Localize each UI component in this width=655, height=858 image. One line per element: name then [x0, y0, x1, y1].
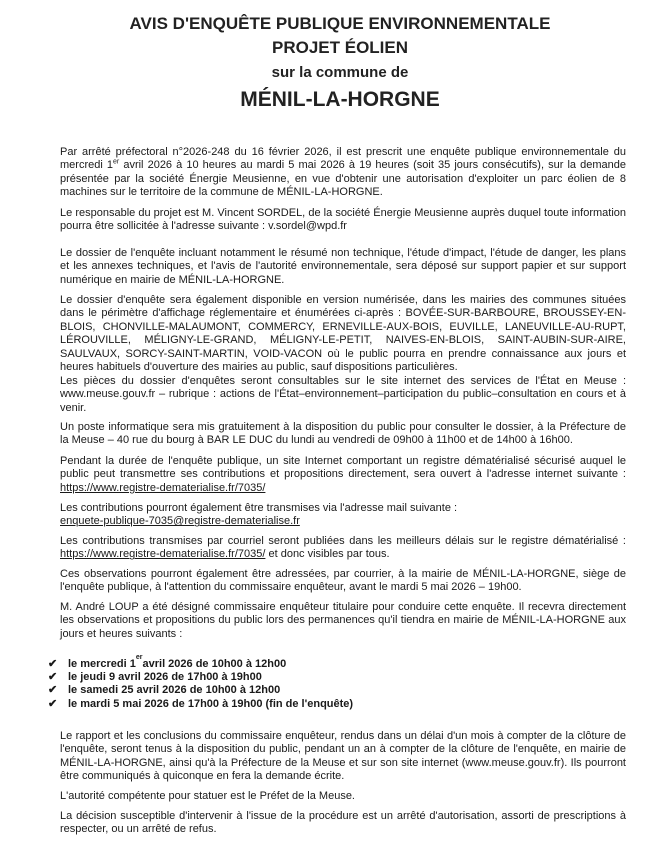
list-item: [48, 671, 353, 684]
paragraph-dossier: Le dossier de l'enquête incluant notamment le résumé non technique, l'étude d'impact, l'étude de danger, les plans et les annexes techniques, et l'avis de l'autorité environnementale, sera déposé sur support papier et sur support numérique en mairie de MÉNIL-LA-HORGNE.: [60, 247, 626, 286]
text: avril 2026 de 10h00 à 12h00: [142, 658, 287, 670]
text: le samedi 25 avril 2026 de 10h00 à 12h00: [68, 684, 281, 697]
paragraph-responsable: Le responsable du projet est M. Vincent SORDEL, de la société Énergie Meusienne auprès duquel toute information pourra être sollicitée à l'adresse suivante : v.sordel@wpd.fr: [60, 207, 626, 233]
superscript: er: [113, 158, 120, 166]
check-icon: ✔: [48, 658, 58, 670]
project-title: PROJET ÉOLIEN: [271, 38, 409, 57]
paragraph-observations: Ces observations pourront également être adressées, par courrier, à la mairie de MÉNIL-LA-HORGNE, siège de l'enquête publique, à l'attention du commissaire enquêteur, avant le mardi 5 mai 2026 – 19h00.: [60, 568, 626, 594]
text: le jeudi 9 avril 2026 de 17h00 à 19h00: [68, 671, 262, 684]
paragraph-mail: [60, 502, 626, 529]
list-item: [48, 654, 353, 671]
paragraph-rapport: Le rapport et les conclusions du commissaire enquêteur, rendus dans un délai d'un mois à compter de la clôture de l'enquête, seront tenus à la disposition du public, pendant un an à compter de la clôture de l'enquête, en mairie de MÉNIL-LA-HORGNE, ainsi qu'à la Préfecture de la Meuse et sur son site internet (www.meuse.gouv.fr). Ils pourront être communiqués à quiconque en fera la demande écrite.: [60, 730, 626, 783]
text: avril 2026 à 10 heures au mardi 5 mai 2026 à 19 heures (soit 35 jours consécutifs), sur la demande présentée par la société Énergie Meusienne, en vue d'obtenir une autorisation d'exploiter un parc éolien de 8 machines sur le territoire de la commune de MÉNIL-LA-HORGNE.: [60, 159, 626, 199]
permanences-list: [48, 654, 354, 711]
text: Pendant la durée de l'enquête publique, un site Internet comportant un registre dématérialisé sécurisé auquel le public peut transmettre ses contributions et propositions directement, sera ouvert à l'adresse internet suivante :: [60, 455, 626, 481]
paragraph-registre: [60, 455, 626, 495]
registre-link[interactable]: https://www.registre-dematerialise.fr/7035/: [60, 481, 266, 494]
text: Les contributions transmises par courriel seront publiées dans les meilleurs délais sur le registre dématérialisé :: [60, 535, 626, 547]
check-icon: ✔: [48, 671, 58, 684]
text: le mercredi 1: [68, 658, 136, 670]
text: Les contributions pourront également être transmises via l'adresse mail suivante :: [60, 502, 458, 514]
paragraph-communes: Le dossier d'enquête sera également disponible en version numérisée, dans les mairies des communes situées dans le périmètre d'affichage réglementaire et énumérées ci-après : BOVÉE-SUR-BARBOURE, BROUSSEY-EN-BLOIS, CHONVILLE-MALAUMONT, COMMERCY, ERNEVILLE-AUX-BOIS, EUVILLE, LANEUVILLE-AU-RUPT, LÉROUVILLE, MÉLIGNY-LE-GRAND, MÉLIGNY-LE-PETIT, NAIVES-EN-BLOIS, SAINT-AUBIN-SUR-AIRE, SAULVAUX, SORCY-SAINT-MARTIN, VOID-VACON où le public pourra en prendre connaissance aux jours et heures habituels d'ouverture des mairies au public, sauf dispositions particulières.: [60, 294, 626, 374]
paragraph-arrete: [60, 146, 626, 200]
registre-link[interactable]: https://www.registre-dematerialise.fr/7035/: [60, 548, 266, 561]
superscript: er: [135, 654, 143, 661]
list-item: [48, 698, 353, 711]
list-item: [48, 684, 353, 697]
text: le mardi 5 mai 2026 de 17h00 à 19h00 (fin de l'enquête): [68, 697, 354, 710]
paragraph-poste: Un poste informatique sera mis gratuitement à la disposition du public pour consulter le dossier, à la Préfecture de la Meuse – 40 rue du bourg à BAR LE DUC du lundi au vendredi de 09h00 à 11h00 et de 14h00 à 16h00.: [60, 421, 626, 447]
commune-name: MÉNIL-LA-HORGNE: [240, 88, 440, 111]
paragraph-pieces: Les pièces du dossier d'enquêtes seront consultables sur le site internet des services de l'État en Meuse : www.meuse.gouv.fr – rubrique : actions de l'État–environnement–participation du public–consultation en cours et à venir.: [60, 375, 626, 414]
paragraph-commissaire: M. André LOUP a été désigné commissaire enquêteur titulaire pour conduire cette enquête. Il recevra directement les observations et propositions du public lors des permanences qu'il tiendra en mairie de MÉNIL-LA-HORGNE aux jours et heures suivants :: [60, 601, 626, 640]
paragraph-decision: La décision susceptible d'intervenir à l'issue de la procédure est un arrêté d'autorisation, assorti de prescriptions à respecter, ou un arrêté de refus.: [60, 810, 626, 836]
email-link[interactable]: enquete-publique-7035@registre-dematerialise.fr: [60, 515, 300, 528]
paragraph-courriel: [60, 535, 626, 562]
check-icon: ✔: [48, 684, 58, 697]
check-icon: ✔: [48, 697, 58, 710]
notice-title: AVIS D'ENQUÊTE PUBLIQUE ENVIRONNEMENTALE: [129, 14, 551, 33]
text: et donc visibles par tous.: [265, 548, 390, 561]
text: Par arrêté préfectoral n°2026-248 du 16 février 2026, il est prescrit une enquête publique environnementale du mercredi 1: [60, 146, 626, 172]
paragraph-autorite: L'autorité compétente pour statuer est le Préfet de la Meuse.: [60, 790, 355, 802]
commune-label: sur la commune de: [271, 64, 409, 81]
